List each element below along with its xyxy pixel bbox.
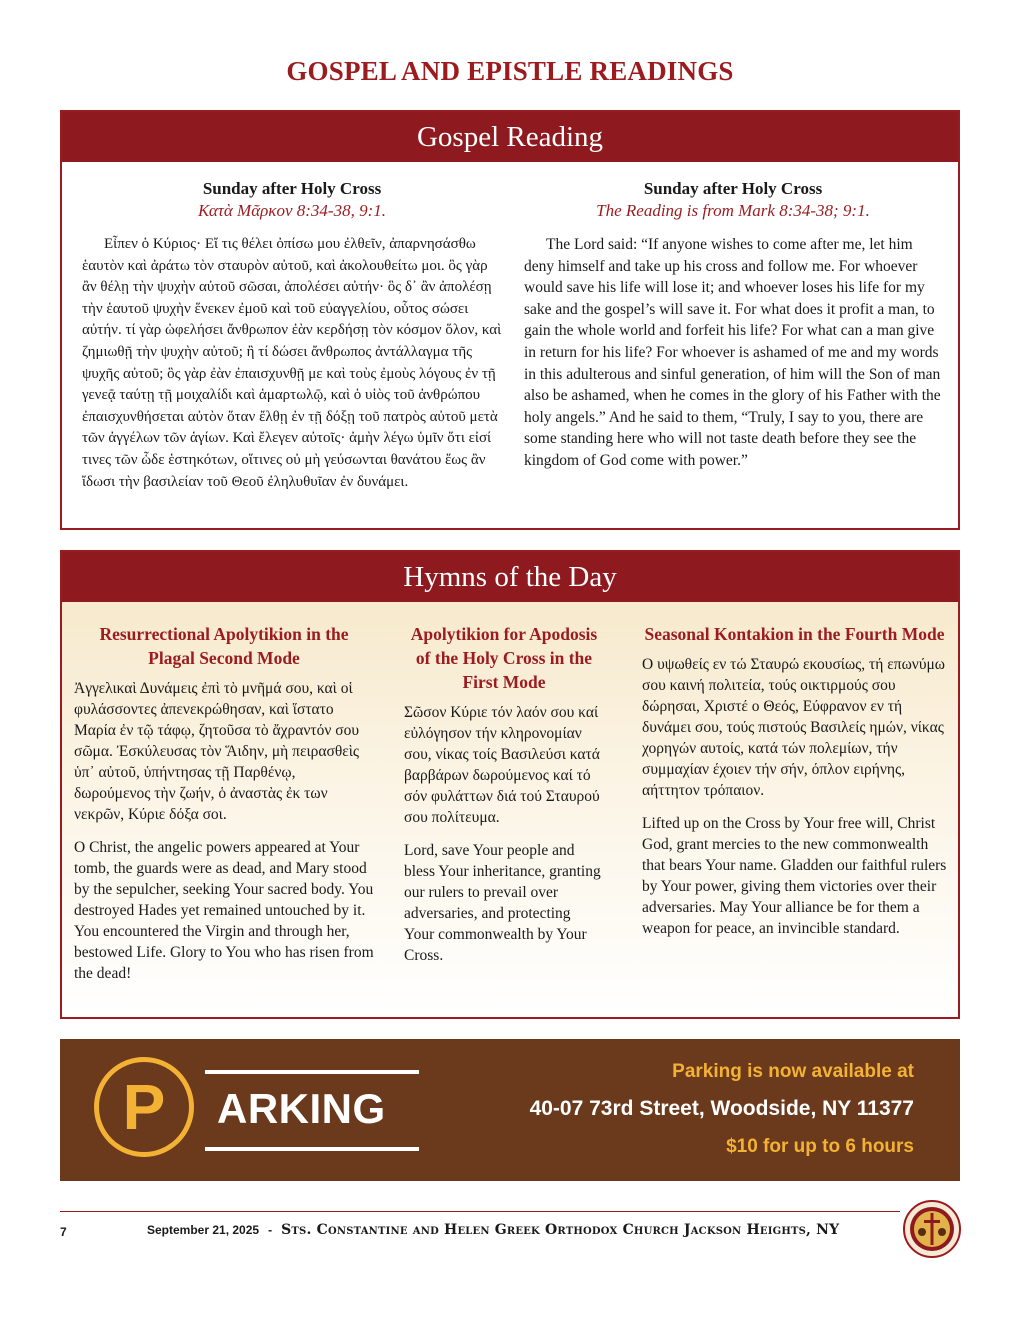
hymn-english-text: Lifted up on the Cross by Your free will, Christ God, grant mercies to the new commonwealth that bears Your name. Gladden our faithful rulers by Your power, giving them victories over their adversaries. May Your alliance be for them a weapon for peace, an invincible standard. (642, 815, 947, 937)
hymn-title: Resurrectional Apolytikion in the Plagal Second Mode (99, 624, 349, 668)
hymn-title: Apolytikion for Apodosis of the Holy Cross in the First Mode (410, 624, 598, 692)
page-number: 7 (60, 1225, 67, 1239)
hymn-column-resurrectional (74, 622, 374, 996)
gospel-english-column (524, 178, 942, 472)
page-title: GOSPEL AND EPISTLE READINGS (286, 56, 734, 86)
hymns-header: Hymns of the Day (62, 552, 958, 602)
hymn-greek-text: Ο υψωθείς εν τώ Σταυρώ εκουσίως, τή επωνύμω σου καινή πολιτεία, τούς οικτιρμούς σου δώρησαι, Χριστέ ο Θεός, Εύφρανον εν τή δυνάμει σου, τούς πιστούς Βασιλείς ημών, νίκας χορηγών αυτοίς, κατά τών πολεμίων, τήν συμμαχίαν έχοιεν τήν σήν, όπλον ειρήνης, αήττητον τρόπαιον. (642, 656, 945, 799)
footer-info (147, 1221, 839, 1239)
parking-top-rule (205, 1070, 419, 1074)
gospel-english-reference: The Reading is from Mark 8:34-38; 9:1. (596, 201, 870, 220)
parking-banner (60, 1039, 960, 1181)
parking-availability: Parking is now available at (672, 1061, 914, 1082)
gospel-reading-header: Gospel Reading (62, 112, 958, 162)
gospel-english-text: The Lord said: “If anyone wishes to come after me, let him deny himself and take up his cross and follow me. For whoever would save his life will lose it; and whoever loses his life for my sake and the gospel’s will save it. For what does it profit a man, to gain the whole world and forfeit his life? For what can a man give in return for his life? For whoever is ashamed of me and my words in this adulterous and sinful generation, of him will the Son of man also be ashamed, when he comes in the glory of his Father with the holy angels.” And he said to them, “Truly, I say to you, there are some standing here who will not taste death before they see the kingdom of God come with power.” (524, 236, 941, 469)
parking-letter: P (122, 1071, 166, 1143)
hymn-column-kontakion (642, 622, 947, 951)
gospel-greek-column (82, 178, 502, 493)
hymn-title: Seasonal Kontakion in the Fourth Mode (644, 624, 945, 644)
footer-rule (60, 1211, 900, 1212)
gospel-greek-text: Εἶπεν ὁ Κύριος· Εἴ τις θέλει ὀπίσω μου ἐλθεῖν, ἀπαρνησάσθω ἑαυτὸν καὶ ἀράτω τὸν σταυρὸν αὐτοῦ, καὶ ἀκολουθείτω μοι. ὃς γὰρ ἂν θέλῃ τὴν ψυχὴν αὐτοῦ σῶσαι, ἀπολέσει αὐτήν· ὃς δ᾽ ἂν ἀπολέσῃ τὴν ἑαυτοῦ ψυχὴν ἕνεκεν ἐμοῦ καὶ τοῦ εὐαγγελίου, οὗτος σώσει αὐτήν. τί γὰρ ὠφελήσει ἄνθρωπον ἐὰν κερδήσῃ τὸν κόσμον ὅλον, καὶ ζημιωθῇ τὴν ψυχὴν αὐτοῦ; ἢ τί δώσει ἄνθρωπος ἀντάλλαγμα τῆς ψυχῆς αὐτοῦ; ὃς γὰρ ἐὰν ἐπαισχυνθῇ με καὶ τοὺς ἐμοὺς λόγους ἐν τῇ γενεᾷ ταύτῃ τῇ μοιχαλίδι καὶ ἁμαρτωλῷ, καὶ ὁ υἱὸς τοῦ ἀνθρώπου ἐπαισχυνθήσεται αὐτὸν ὅταν ἔλθῃ ἐν τῇ δόξῃ τοῦ πατρὸς αὐτοῦ μετὰ τῶν ἀγγέλων τῶν ἁγίων. Καὶ ἔλεγεν αὐτοῖς· ἀμὴν λέγω ὑμῖν ὅτι εἰσί τινες τῶν ὧδε ἑστηκότων, οἵτινες οὐ μὴ γεύσωνται θανάτου ἕως ἂν ἴδωσι τὴν βασιλείαν τοῦ Θεοῦ ἐληλυθυῖαν ἐν δυνάμει. (82, 236, 502, 490)
footer-separator: - (268, 1223, 273, 1237)
gospel-reading-section (60, 110, 960, 530)
church-seal-icon (902, 1199, 962, 1259)
hymn-greek-text: Σῶσον Κύριε τόν λαόν σου καί εὐλόγησον τήν κληρονομίαν σου, νίκας τοίς Βασιλεύσι κατά βαρβάρων δωρούμενος καί τό σόν φυλάττων διά τού Σταυρού σου πολίτευμα. (404, 704, 600, 826)
hymns-section (60, 550, 960, 1019)
gospel-greek-reference: Κατὰ Μᾶρκον 8:34-38, 9:1. (198, 201, 386, 220)
hymn-english-text: Lord, save Your people and bless Your inheritance, granting our rulers to prevail over adversaries, and protecting Your commonwealth by Your Cross. (404, 842, 601, 964)
hymn-column-apolytikion (404, 622, 604, 978)
gospel-english-heading: Sunday after Holy Cross (643, 179, 823, 198)
footer-date: September 21, 2025 (147, 1223, 260, 1237)
parking-price: $10 for up to 6 hours (726, 1136, 914, 1157)
footer-church-name: Sts. Constantine and Helen Greek Orthodox Church Jackson Heights, NY (281, 1222, 840, 1238)
hymn-english-text: O Christ, the angelic powers appeared at Your tomb, the guards were as dead, and Mary stood by the sepulcher, seeking Your sacred body. You destroyed Hades yet remained untouched by it. You encountered the Virgin and through her, bestowed Life. Glory to You who has risen from the dead! (74, 839, 374, 982)
gospel-greek-heading: Sunday after Holy Cross (202, 179, 382, 198)
parking-address: 40-07 73rd Street, Woodside, NY 11377 (529, 1097, 914, 1120)
parking-bottom-rule (205, 1147, 419, 1151)
parking-word: ARKING (217, 1085, 386, 1132)
hymn-greek-text: Ἀγγελικαὶ Δυνάμεις ἐπὶ τὸ μνῆμά σου, καὶ οἱ φυλάσσοντες ἀπενεκρώθησαν, καὶ ἵστατο Μαρία ἐν τῷ τάφῳ, ζητοῦσα τὸ ἄχραντόν σου σῶμα. Ἐσκύλευσας τὸν Ἅιδην, μὴ πειρασθεὶς ὑπ᾽ αὐτοῦ, ὑπήντησας τῇ Παρθένῳ, δωρούμενος τὴν ζωήν, ὁ ἀναστὰς ἐκ των νεκρῶν, Κύριε δόξα σοι. (74, 680, 360, 823)
